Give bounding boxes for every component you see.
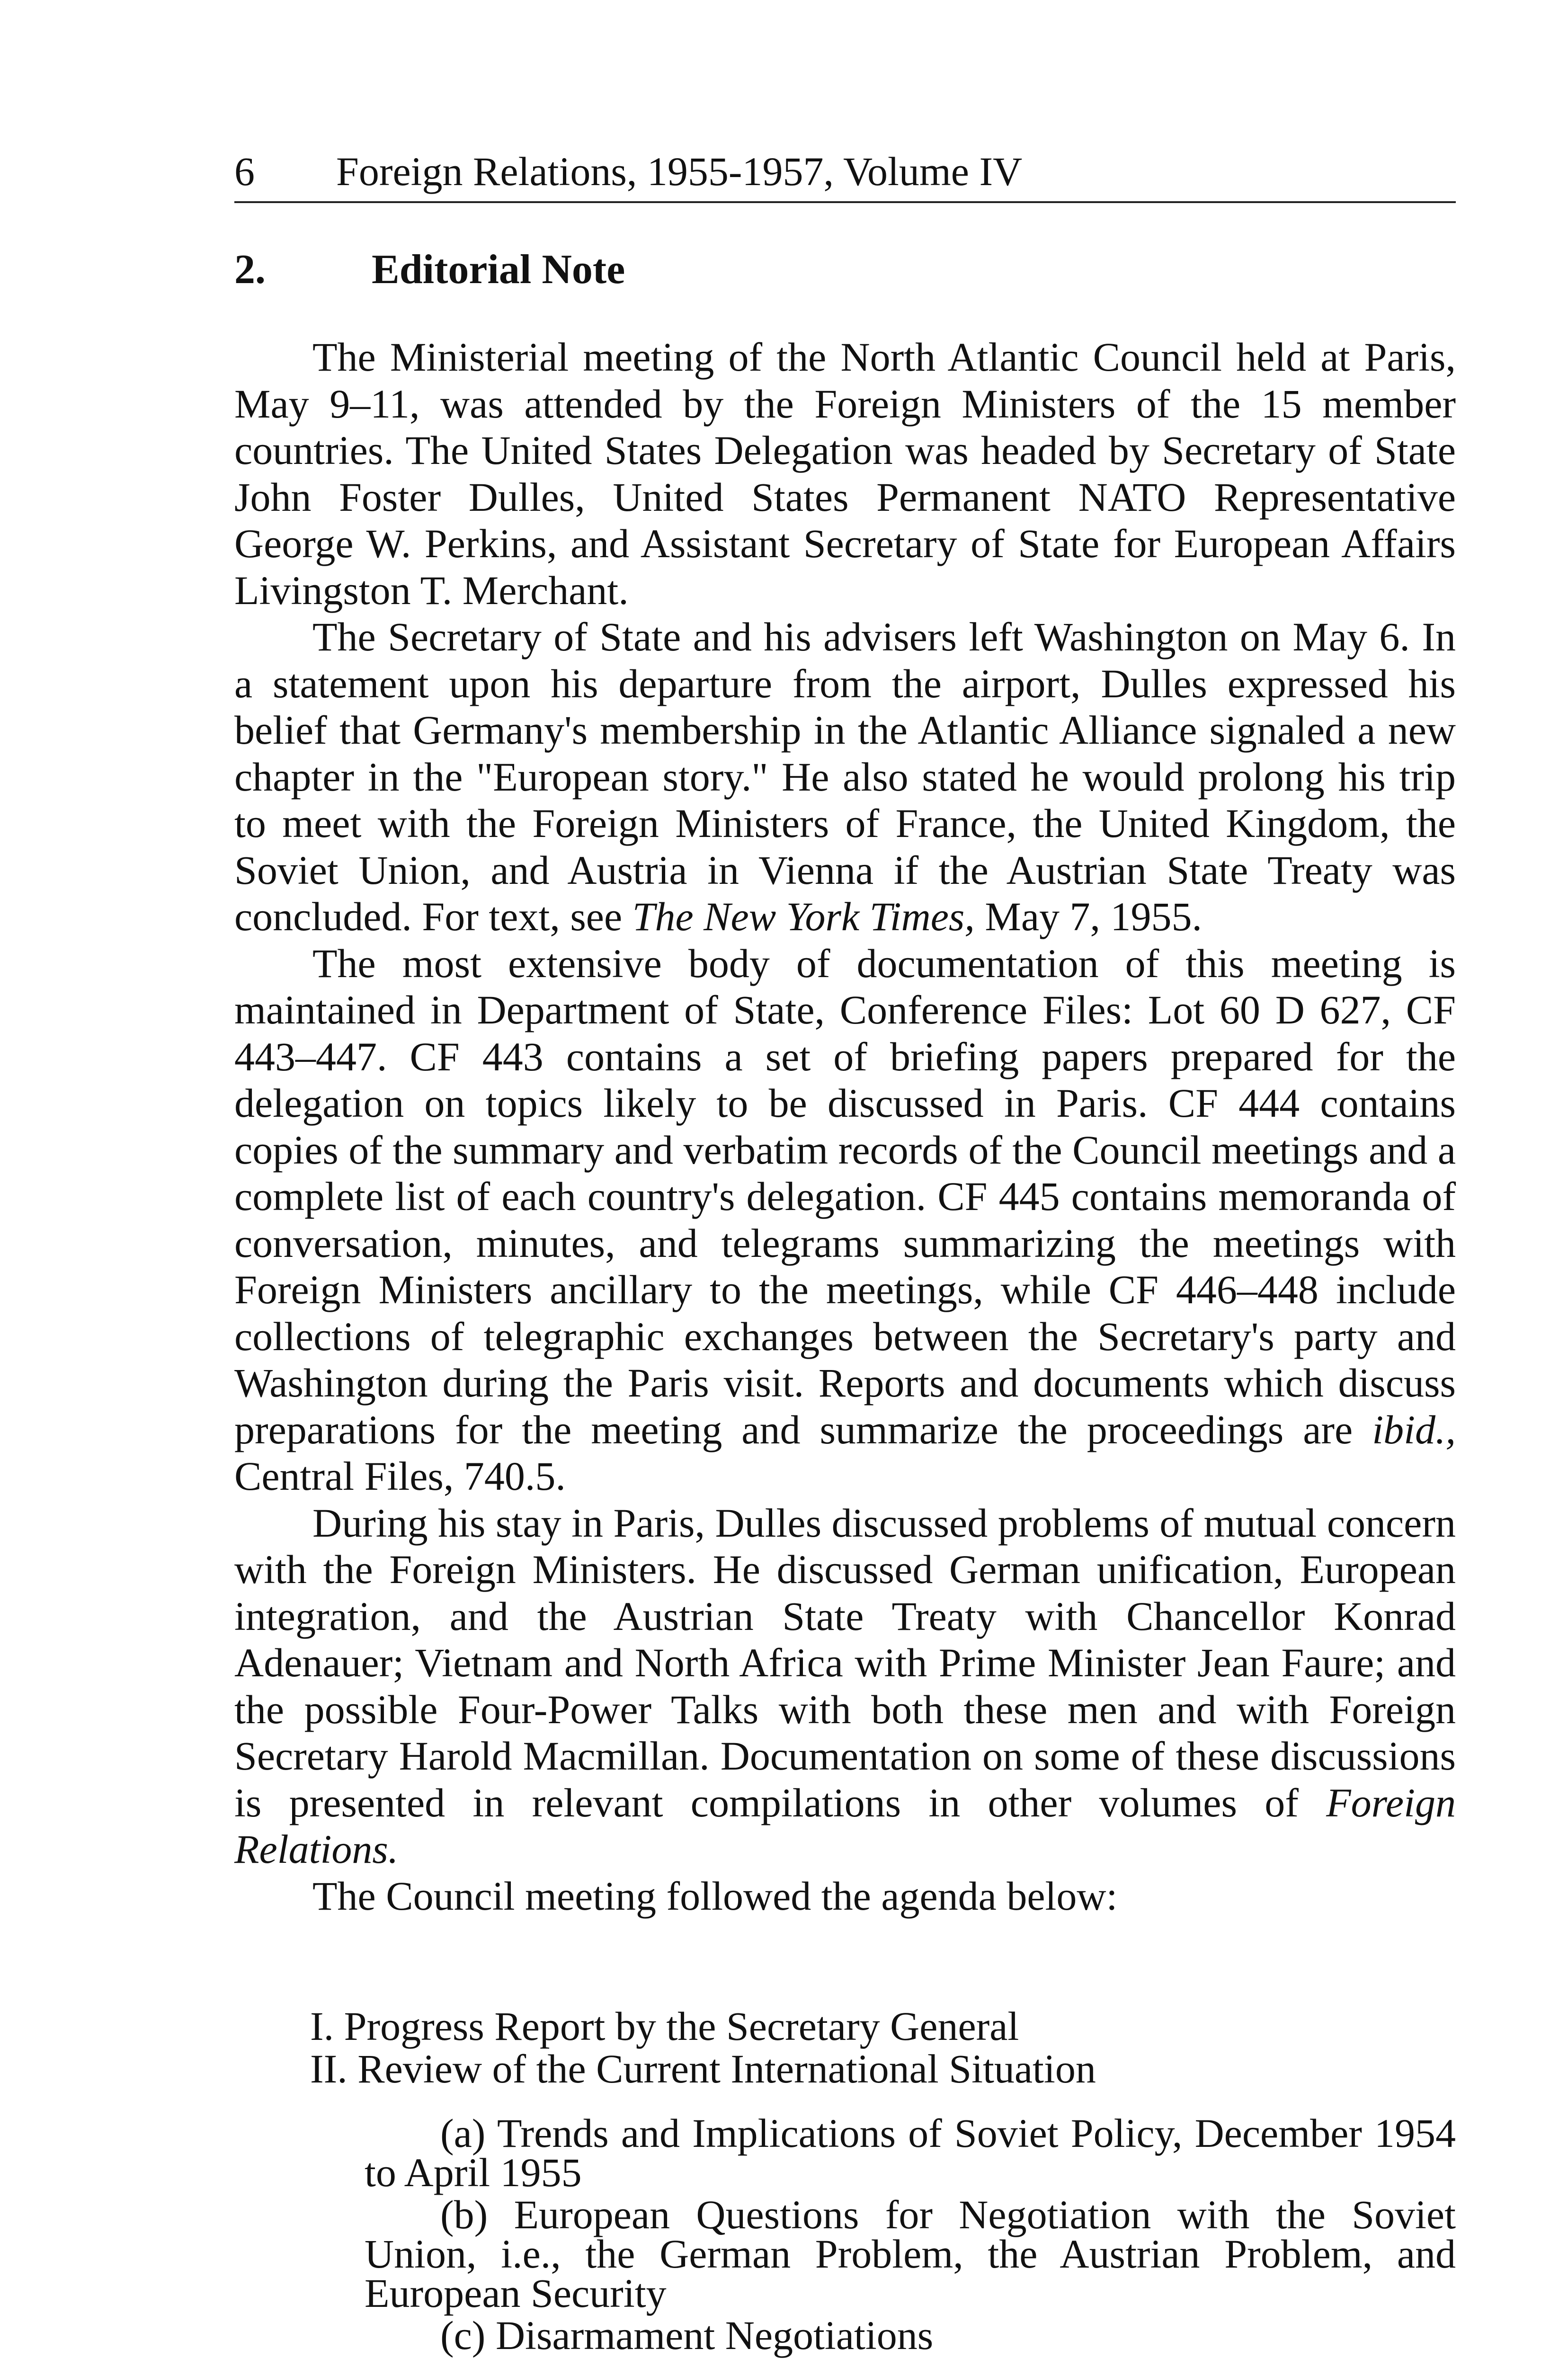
agenda-subitems xyxy=(365,2110,1456,2358)
document-title: Editorial Note xyxy=(372,247,625,293)
agenda-subitem-a: (a) Trends and Implications of Soviet Policy, December 1954 to April 1955 xyxy=(365,2110,1456,2195)
agenda-subitem-b: (b) European Questions for Negotiation with the Soviet Union, i.e., the German Problem, the Austrian Problem, and European Security xyxy=(365,2192,1456,2316)
document-heading xyxy=(234,241,625,298)
ibid-abbreviation: ibid., xyxy=(1372,1406,1456,1452)
paragraph-documentation-text: The most extensive body of documentation of this meeting is maintained in Department of State, Conference Files: Lot 60 D 627, CF 443–447. CF 443 contains a set of briefing papers prepared for the delegation on topics likely to be discussed in Paris. CF 444 contains copies of the summary and verbatim records of the Council meetings and a complete list of each country's delegation. CF 445 contains memoranda of conversation, minutes, and telegrams summarizing the meetings with Foreign Ministers ancillary to the meetings, while CF 446–448 include collections of telegraphic exchanges between the Secretary's party and Washington during the Paris visit. Reports and documents which discuss preparations for the meeting and summarize the proceedings are xyxy=(234,940,1456,1452)
agenda-list xyxy=(310,2005,1456,2090)
page-number: 6 xyxy=(234,149,255,194)
paragraph-departure xyxy=(234,614,1456,940)
agenda-item-1: I. Progress Report by the Secretary General xyxy=(310,2003,1019,2049)
series-title: Foreign Relations. xyxy=(234,1780,1456,1872)
paragraph-departure-text: The Secretary of State and his advisers left Washington on May 6. In a statement upon his departure from the airport, Dulles expressed his belief that Germany's membership in the Atlantic Alliance signaled a new chapter in the "European story." He also stated he would prolong his trip to meet with the Foreign Ministers of France, the United Kingdom, the Soviet Union, and Austria in Vienna if the Austrian State Treaty was concluded. For text, see xyxy=(234,614,1456,939)
paragraph-discussions xyxy=(234,1500,1456,1873)
citation-date: May 7, 1955. xyxy=(985,894,1202,939)
paragraph-agenda-intro: The Council meeting followed the agenda below: xyxy=(312,1873,1118,1919)
paragraph-attendance: The Ministerial meeting of the North Atlantic Council held at Paris, May 9–11, was attended by the Foreign Ministers of the 15 member countries. The United States Delegation was headed by Secretary of State John Foster Dulles, United States Permanent NATO Representative George W. Perkins, and Assistant Secretary of State for European Affairs Livingston T. Merchant. xyxy=(234,334,1456,613)
paragraph-documentation xyxy=(234,940,1456,1500)
central-files-citation: Central Files, 740.5. xyxy=(234,1453,566,1499)
editorial-note-body xyxy=(234,334,1456,1919)
volume-title: Foreign Relations, 1955-1957, Volume IV xyxy=(336,149,1023,194)
newspaper-title: The New York Times, xyxy=(632,894,975,939)
running-head xyxy=(234,142,1456,203)
agenda-subitem-c: (c) Disarmament Negotiations xyxy=(440,2313,934,2358)
paragraph-discussions-text: During his stay in Paris, Dulles discussed problems of mutual concern with the Foreign Ministers. He discussed German unification, European integration, and the Austrian State Treaty with Chancellor Konrad Adenauer; Vietnam and North Africa with Prime Minister Jean Faure; and the possible Four-Power Talks with both these men and with Foreign Secretary Harold Macmillan. Documentation on some of these discussions is presented in relevant compilations in other volumes of xyxy=(234,1500,1456,1825)
agenda-item-2: II. Review of the Current International Situation xyxy=(310,2046,1096,2091)
document-number: 2. xyxy=(234,247,266,293)
